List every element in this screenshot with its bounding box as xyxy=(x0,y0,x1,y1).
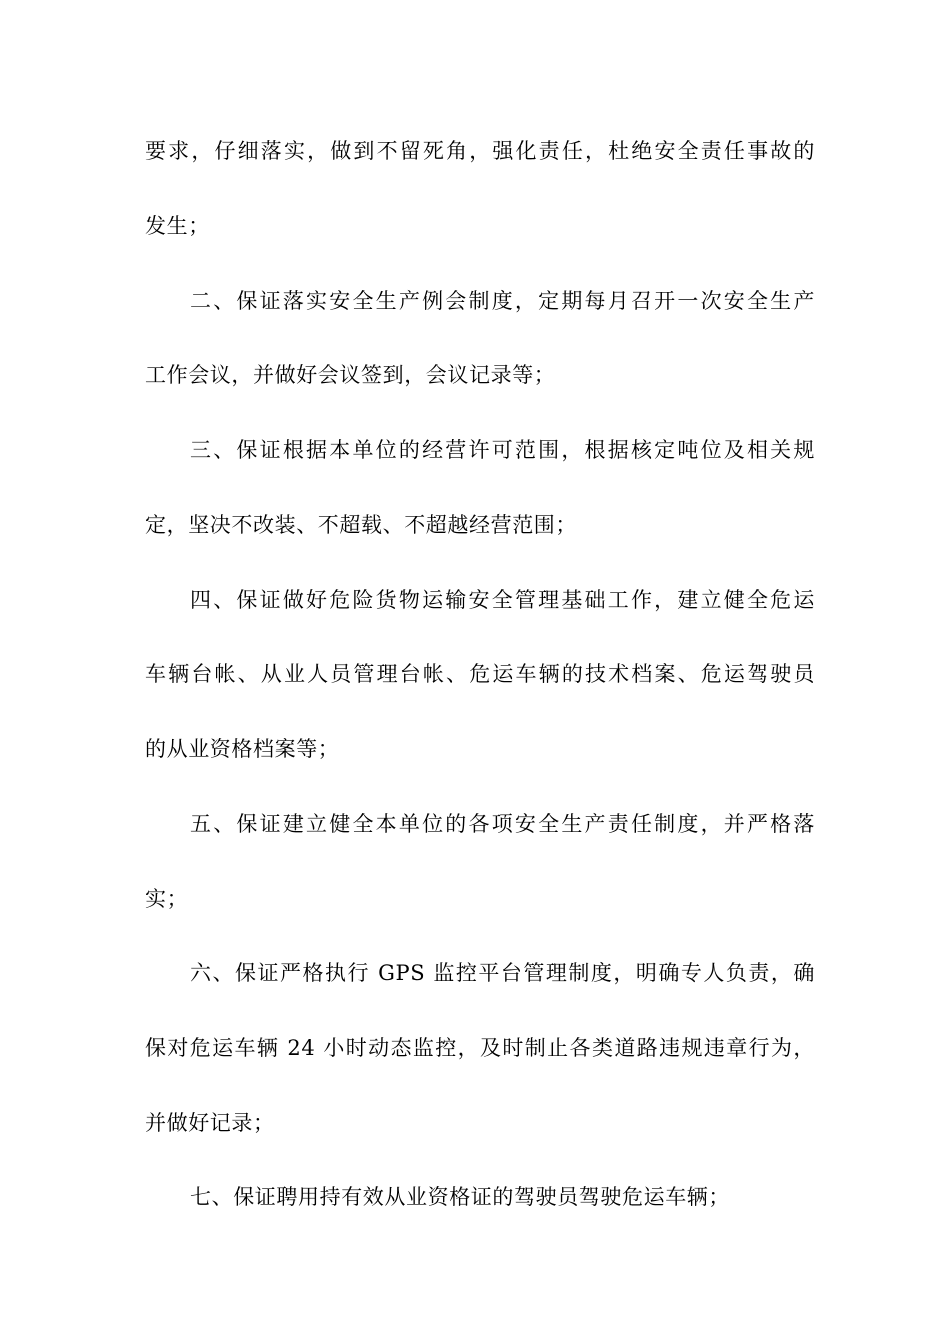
text-line: 二、保证落实安全生产例会制度，定期每月召开一次安全生产 xyxy=(190,289,815,313)
text-line: 要求，仔细落实，做到不留死角，强化责任，杜绝安全责任事故的 xyxy=(145,139,815,163)
text-line: 车辆台帐、从业人员管理台帐、危运车辆的技术档案、危运驾驶员 xyxy=(145,662,815,686)
text-line: 工作会议，并做好会议签到，会议记录等； xyxy=(145,363,556,387)
text-line: 四、保证做好危险货物运输安全管理基础工作，建立健全危运 xyxy=(190,588,815,612)
text-line: 发生； xyxy=(145,214,210,238)
text-line: 保对危运车辆 24 小时动态监控，及时制止各类道路违规违章行为， xyxy=(145,1036,815,1060)
text-line: 七、保证聘用持有效从业资格证的驾驶员驾驶危运车辆； xyxy=(190,1185,730,1209)
text-line: 并做好记录； xyxy=(145,1111,275,1135)
text-line: 的从业资格档案等； xyxy=(145,737,340,761)
text-line: 三、保证根据本单位的经营许可范围，根据核定吨位及相关规 xyxy=(190,438,815,462)
text-line: 定，坚决不改装、不超载、不超越经营范围； xyxy=(145,513,577,537)
text-line: 实； xyxy=(145,887,189,911)
text-line: 六、保证严格执行 GPS 监控平台管理制度，明确专人负责，确 xyxy=(190,961,815,985)
text-line: 五、保证建立健全本单位的各项安全生产责任制度，并严格落 xyxy=(190,812,815,836)
